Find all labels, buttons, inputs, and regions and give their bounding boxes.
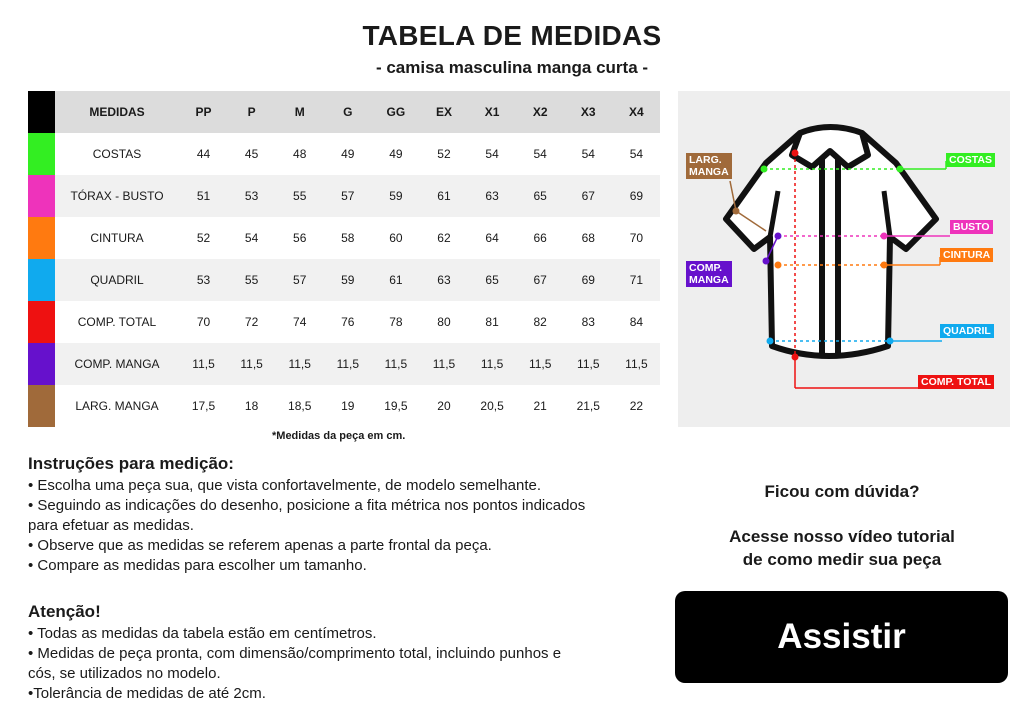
row-label: COSTAS [92,147,142,161]
row-color-swatch [28,301,55,343]
table-cell: 65 [517,175,564,217]
help-line-1: Acesse nosso vídeo tutorial [729,527,955,546]
table-cell: 63 [468,175,517,217]
table-cell: 11,5 [179,343,228,385]
table-cell: 19 [341,399,355,413]
label-larg-manga: LARG. MANGA [686,153,732,179]
row-label: LARG. MANGA [75,399,159,413]
table-cell: 11,5 [420,343,467,385]
table-cell: 63 [420,259,467,301]
label-comp-total: COMP. TOTAL [918,375,994,389]
header-size-x1: X1 [468,91,517,133]
table-cell: 60 [389,231,403,245]
table-cell: 65 [468,259,517,301]
table-cell: 52 [196,231,211,245]
row-label: COMP. MANGA [55,343,179,385]
table-cell: 69 [564,259,613,301]
table-cell: 51 [179,175,228,217]
table-cell: 48 [293,147,307,161]
table-header-row [28,91,660,133]
table-cell: 80 [437,315,451,329]
label-quadril: QUADRIL [940,324,994,338]
table-cell: 20,5 [480,399,504,413]
table-cell: 18,5 [288,399,312,413]
header-size-x4: X4 [613,91,660,133]
header-size-pp: PP [179,91,228,133]
table-cell: 54 [485,147,499,161]
table-cell: 54 [244,231,259,245]
table-cell: 20 [437,399,451,413]
table-cell: 11,5 [371,343,420,385]
table-cell: 70 [196,315,211,329]
row-color-swatch [28,133,55,175]
label-busto: BUSTO [950,220,993,234]
row-color-swatch [28,259,55,301]
instruction-item: • Seguindo as indicações do desenho, posicione a fita métrica nos pontos indicados para efetuar as medidas. [28,497,586,534]
table-cell: 61 [420,175,467,217]
table-cell: 82 [533,315,547,329]
row-color-swatch [28,175,55,217]
table-cell: 11,5 [564,343,613,385]
instruction-item: • Escolha uma peça sua, que vista confortavelmente, de modelo semelhante. [28,477,542,494]
header-size-x2: X2 [517,91,564,133]
table-cell: 11,5 [275,343,324,385]
table-cell: 44 [196,147,211,161]
table-cell: 59 [324,259,371,301]
header-swatch [28,91,55,133]
table-row [28,175,660,217]
help-question: Ficou com dúvida? [764,482,920,501]
header-size-gg: GG [371,91,420,133]
header-size-m: M [275,91,324,133]
instructions-title: Instruções para medição: [28,454,234,473]
row-color-swatch [28,217,55,259]
table-cell: 74 [293,315,307,329]
table-cell: 21,5 [576,399,600,413]
table-cell: 11,5 [613,343,660,385]
table-cell: 49 [341,147,355,161]
table-cell: 52 [437,147,451,161]
table-cell: 64 [485,231,499,245]
label-cintura: CINTURA [940,248,993,262]
table-cell: 76 [341,315,355,329]
table-cell: 19,5 [384,399,408,413]
table-cell: 18 [244,399,259,413]
header-size-x3: X3 [564,91,613,133]
table-cell: 78 [389,315,403,329]
table-cell: 58 [341,231,355,245]
table-cell: 59 [371,175,420,217]
table-cell: 68 [581,231,595,245]
attention-item: •Tolerância de medidas de até 2cm. [28,685,266,702]
table-cell: 11,5 [228,343,275,385]
table-row [28,385,660,427]
table-row [28,301,660,343]
row-label: CINTURA [90,231,144,245]
instructions-section [28,454,638,576]
table-cell: 83 [581,315,595,329]
header-size-p: P [228,91,275,133]
row-label: QUADRIL [55,259,179,301]
attention-section [28,602,638,704]
table-cell: 56 [293,231,307,245]
table-cell: 54 [629,147,644,161]
instruction-item: • Observe que as medidas se referem apenas a parte frontal da peça. [28,537,492,554]
page-subtitle: - camisa masculina manga curta - [375,58,649,77]
table-cell: 72 [244,315,259,329]
table-cell: 66 [533,231,547,245]
attention-item: • Todas as medidas da tabela estão em centímetros. [28,625,377,642]
table-cell: 67 [517,259,564,301]
table-cell: 55 [228,259,275,301]
table-cell: 71 [613,259,660,301]
table-row [28,217,660,259]
header-label: MEDIDAS [55,91,179,133]
row-label: COMP. TOTAL [77,315,157,329]
table-note: *Medidas da peça em cm. [272,430,406,442]
instruction-item: • Compare as medidas para escolher um tamanho. [28,557,367,574]
table-cell: 53 [228,175,275,217]
row-label: TÓRAX - BUSTO [55,175,179,217]
table-cell: 70 [629,231,644,245]
attention-title: Atenção! [28,602,101,621]
table-cell: 61 [371,259,420,301]
table-cell: 67 [564,175,613,217]
table-cell: 21 [533,399,547,413]
table-cell: 54 [533,147,547,161]
table-cell: 11,5 [468,343,517,385]
table-cell: 55 [275,175,324,217]
table-cell: 11,5 [324,343,371,385]
header-size-ex: EX [420,91,467,133]
table-row [28,259,660,301]
size-table [28,91,660,427]
table-cell: 11,5 [517,343,564,385]
label-costas: COSTAS [946,153,995,167]
table-row [28,343,660,385]
table-cell: 45 [244,147,259,161]
page-title: TABELA DE MEDIDAS [362,20,662,51]
table-cell: 69 [613,175,660,217]
table-cell: 57 [275,259,324,301]
table-cell: 62 [437,231,451,245]
table-cell: 53 [179,259,228,301]
table-cell: 84 [629,315,644,329]
watch-tutorial-button[interactable]: Assistir [675,591,1008,683]
table-cell: 49 [389,147,403,161]
attention-item: • Medidas de peça pronta, com dimensão/comprimento total, incluindo punhos e cós, se utilizados no modelo. [28,645,562,682]
shirt-diagram [678,91,1010,427]
table-cell: 57 [324,175,371,217]
table-row [28,133,660,175]
row-color-swatch [28,343,55,385]
table-cell: 54 [581,147,595,161]
table-cell: 22 [629,399,644,413]
label-comp-manga: COMP. MANGA [686,261,732,287]
table-cell: 17,5 [191,399,216,413]
help-line-2: de como medir sua peça [742,550,942,569]
header-size-g: G [324,91,371,133]
table-cell: 81 [485,315,499,329]
row-color-swatch [28,385,55,427]
